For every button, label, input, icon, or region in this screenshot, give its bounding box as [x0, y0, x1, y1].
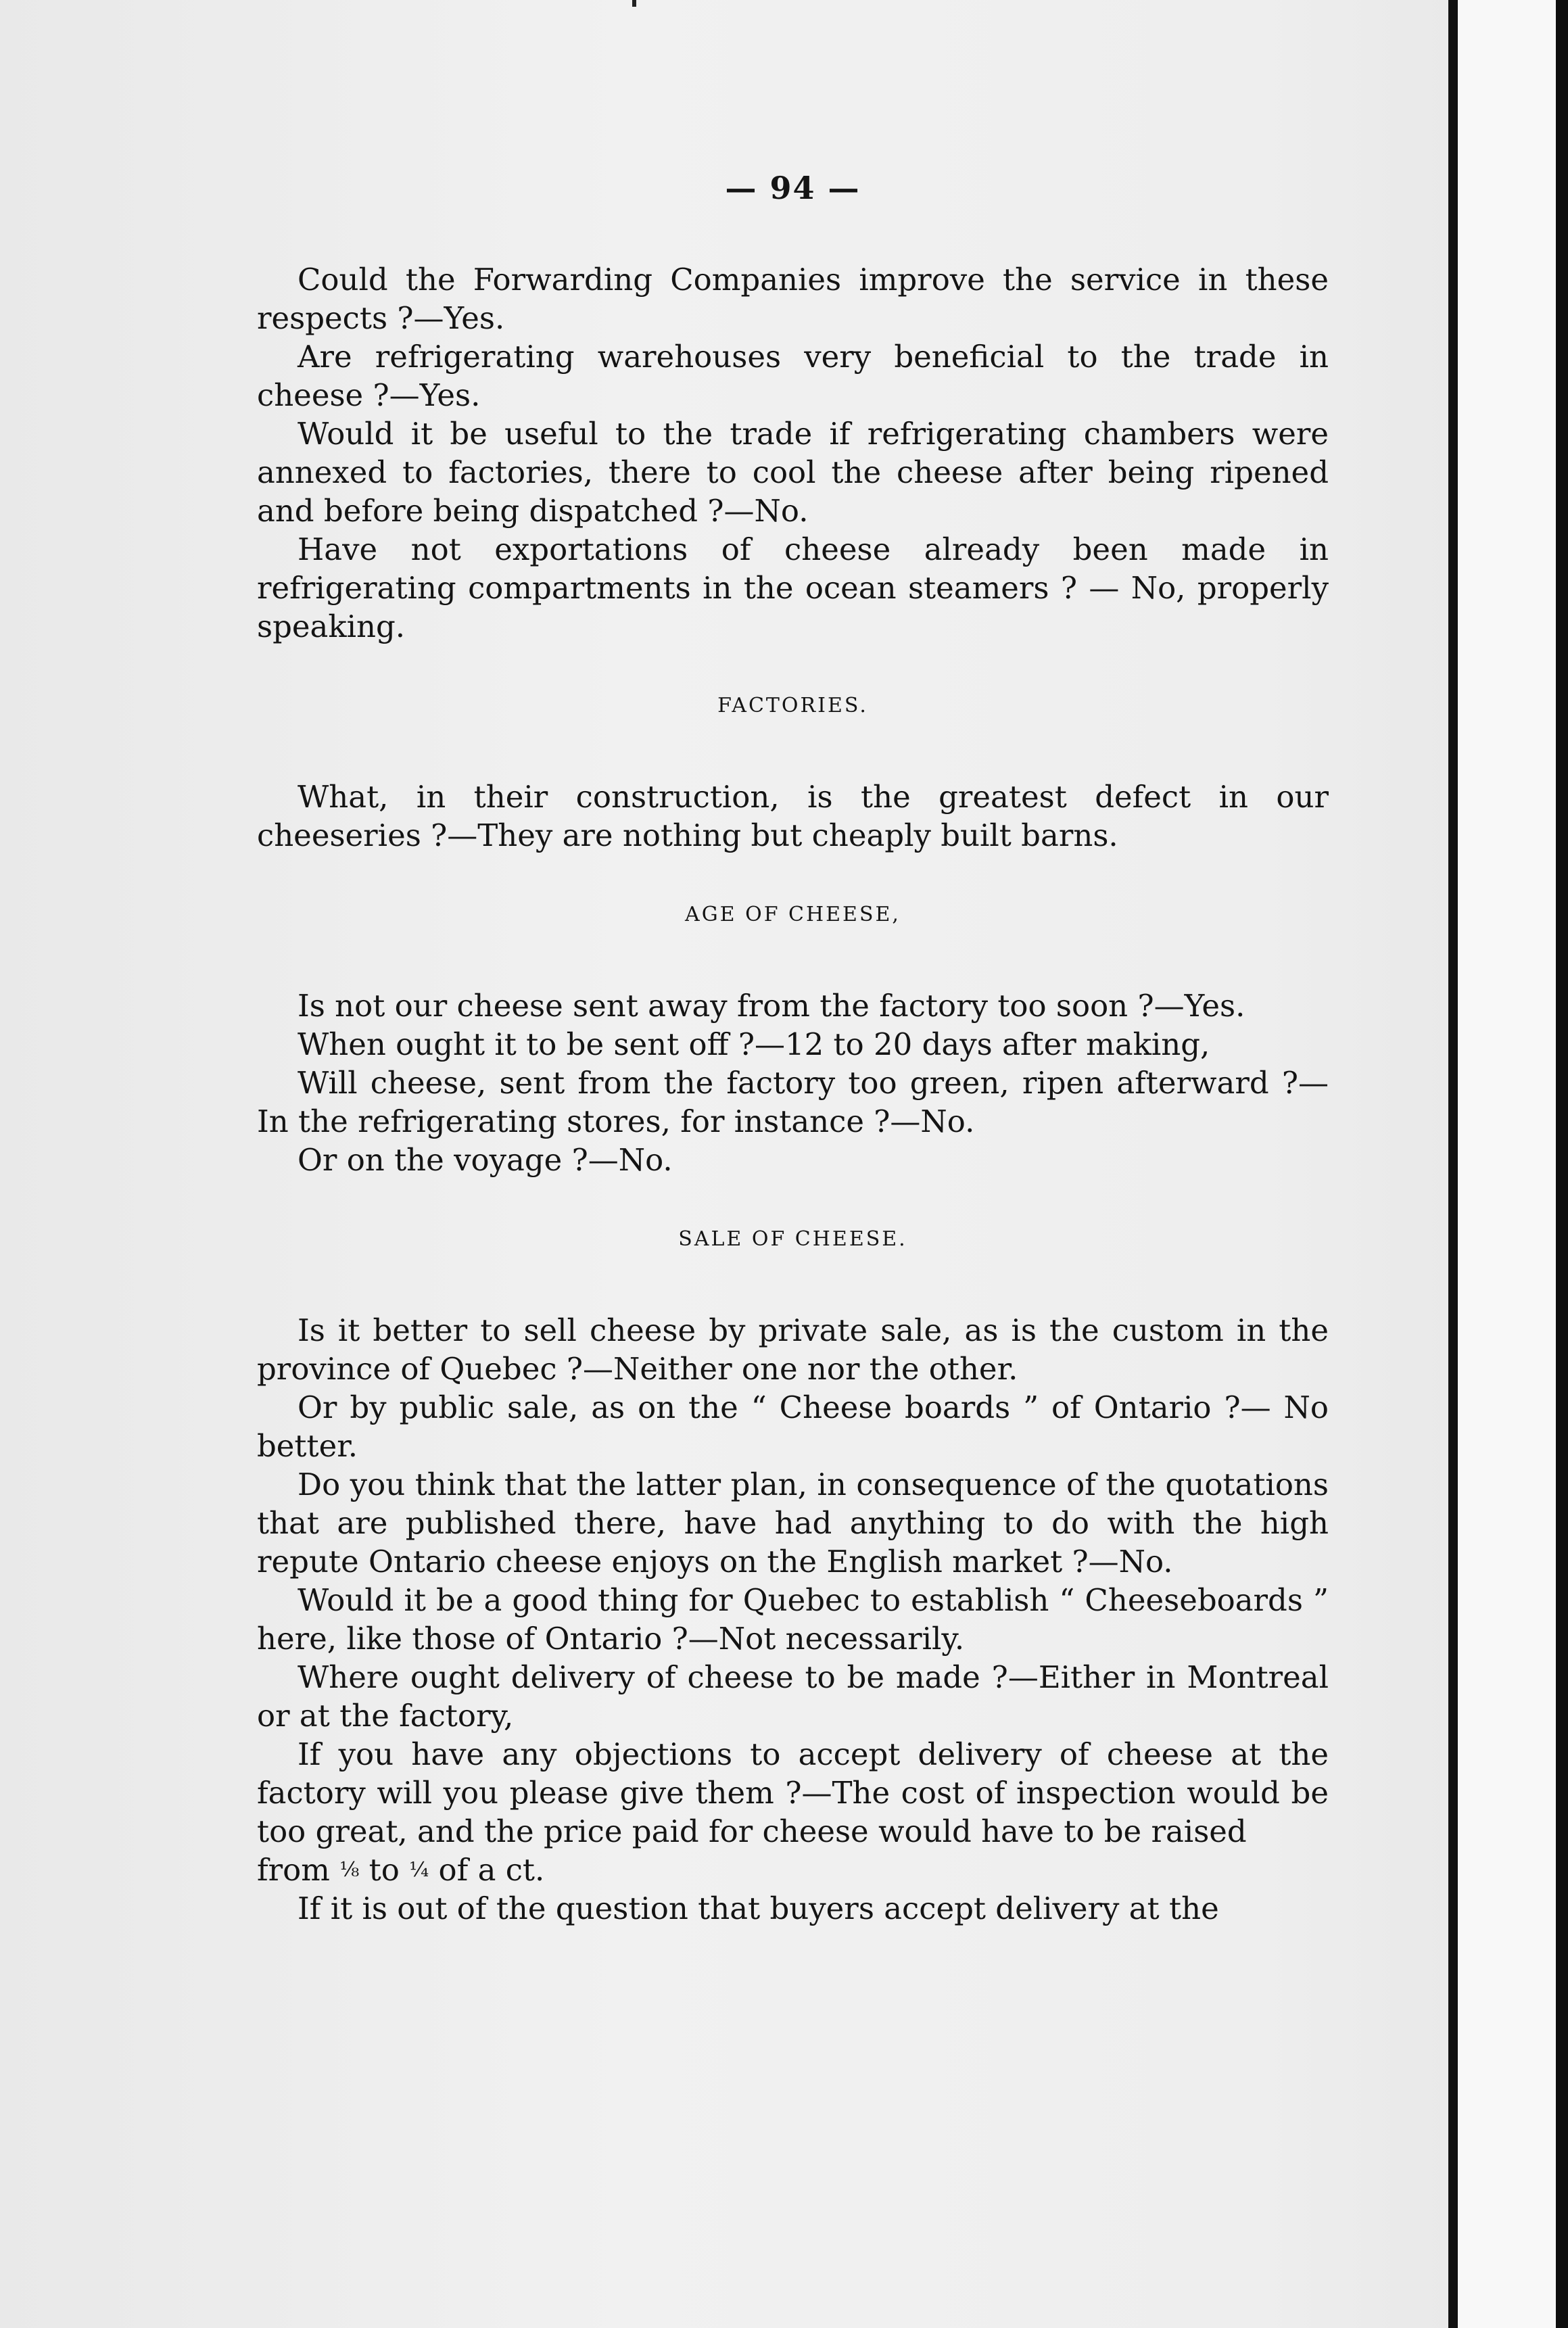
fraction-one-eighth: ⅛ [339, 1858, 360, 1882]
page-text [257, 169, 1329, 1928]
paragraph: What, in their construction, is the greatest defect in our cheeseries ?—They are nothing but cheaply built barns. [257, 779, 1329, 853]
scan-margin [1458, 0, 1568, 2328]
paragraph: When ought it to be sent off ?—12 to 20 days after making, [298, 1026, 1210, 1062]
paragraph: Where ought delivery of cheese to be made ?—Either in Montreal or at the factory, [257, 1659, 1329, 1734]
scan-mark [632, 0, 636, 7]
paragraph: Would it be useful to the trade if refrigerating chambers were annexed to factories, there to cool the cheese after being ripened and before being dispatched ?—No. [257, 416, 1329, 529]
section-heading-factories: FACTORIES. [717, 694, 868, 717]
fraction-middle: to [369, 1852, 400, 1888]
page-number: — 94 — [725, 170, 861, 206]
fraction-prefix: from [257, 1852, 330, 1888]
page-binding-edge [1448, 0, 1458, 2328]
paragraph: Are refrigerating warehouses very beneficial to the trade in cheese ?—Yes. [257, 339, 1329, 413]
paragraph: If it is out of the question that buyers accept delivery at the [298, 1891, 1219, 1926]
paragraph: Would it be a good thing for Quebec to establish “ Cheeseboards ” here, like those of Ontario ?—Not necessarily. [257, 1582, 1329, 1657]
paragraph: Or by public sale, as on the “ Cheese boards ” of Ontario ?— No better. [257, 1389, 1329, 1464]
paragraph: Could the Forwarding Companies improve the service in these respects ?—Yes. [257, 262, 1329, 336]
fraction-line [257, 1851, 1329, 1889]
paragraph: Is not our cheese sent away from the factory too soon ?—Yes. [298, 988, 1245, 1024]
section-heading-age-of-cheese: AGE OF CHEESE, [685, 903, 901, 926]
paragraph: Will cheese, sent from the factory too green, ripen afterward ?— In the refrigerating stores, for instance ?—No. [257, 1065, 1329, 1139]
paragraph: Or on the voyage ?—No. [298, 1142, 673, 1178]
paragraph: Is it better to sell cheese by private sale, as is the custom in the province of Quebec ?—Neither one nor the other. [257, 1312, 1329, 1387]
fraction-suffix: of a ct. [438, 1852, 545, 1888]
paragraph: If you have any objections to accept delivery of cheese at the factory will you please give them ?—The cost of inspection would be too great, and the price paid for cheese would have to be raised [257, 1736, 1329, 1849]
section-heading-sale-of-cheese: SALE OF CHEESE. [678, 1227, 907, 1251]
paragraph: Do you think that the latter plan, in consequence of the quotations that are published there, have had anything to do with the high repute Ontario cheese enjoys on the English market ?—No. [257, 1467, 1329, 1579]
fraction-one-quarter: ¼ [409, 1858, 429, 1882]
paragraph: Have not exportations of cheese already been made in refrigerating compartments in the ocean steamers ? — No, properly speaking. [257, 531, 1329, 644]
